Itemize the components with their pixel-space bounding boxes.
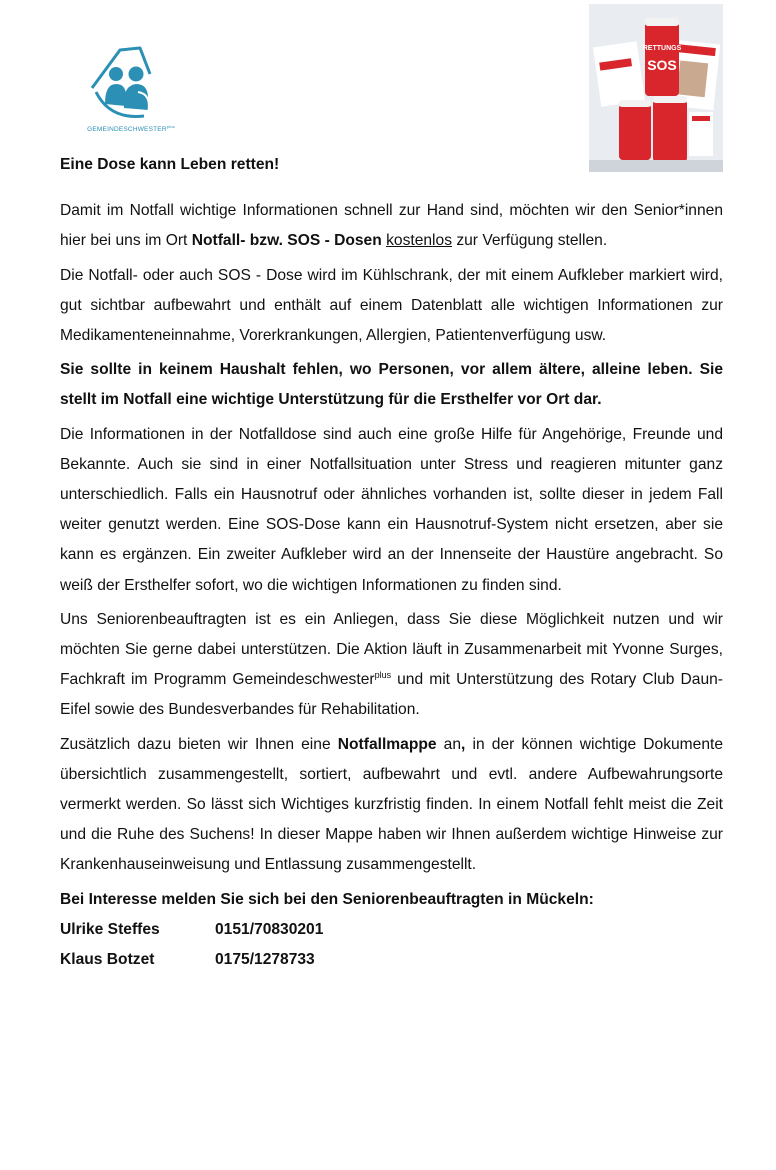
headline: Eine Dose kann Leben retten! <box>60 156 280 173</box>
family-house-icon <box>86 44 176 124</box>
contact-name: Ulrike Steffes <box>60 920 160 938</box>
logo-wordmark: $GEMEINDESCHWESTER^{plus}$ <box>87 124 175 134</box>
contact-phone: 0175/1278733 <box>215 951 315 969</box>
document-body <box>60 150 723 975</box>
contact-row <box>60 915 723 945</box>
can-label-sos: SOS <box>647 57 677 73</box>
can-label-top: RETTUNGS <box>642 45 682 52</box>
paragraph-notfallmappe: Zusätzlich dazu bieten wir Ihnen eine Notfallmappe an, in der können wichtige Dokumente übersichtlich zusammengestellt, sortiert, aufbewahrt und evtl. andere Aufbewahrungsorte vermerkt werden. So lässt sich Wichtiges kurzfristig finden. In einem Notfall fehlt meist die Zeit und die Ruhe des Suchens! In dieser Mappe haben wir Ihnen außerdem wichtige Hinweise zur Krankenhauseinweisung und Entlassung zusammengestellt. <box>60 735 724 874</box>
paragraph-intro: Damit im Notfall wichtige Informationen schnell zur Hand sind, möchten wir den Senior*innen hier bei uns im Ort Notfall- bzw. SOS - Dosen kostenlos zur Verfügung stellen. <box>60 202 723 250</box>
contact-title: Bei Interesse melden Sie sich bei den Seniorenbeauftragten in Mückeln: <box>60 890 594 908</box>
contact-name: Klaus Botzet <box>60 951 155 969</box>
paragraph-emphasis: Sie sollte in keinem Haushalt fehlen, wo Personen, vor allem ältere, alleine leben. Sie stellt im Notfall eine wichtige Unterstützung für die Ersthelfer vor Ort dar. <box>60 361 723 409</box>
contact-row <box>60 945 723 975</box>
paragraph-cooperation: Uns Seniorenbeauftragten ist es ein Anliegen, dass Sie diese Möglichkeit nutzen und wir möchten Sie gerne dabei unterstützen. Die Aktion läuft in Zusammenarbeit mit Yvonne Surges, Fachkraft im Programm Gemeindeschwester$^{plus}$ und mit Unterstützung des Rotary Club Daun-Eifel sowie des Bundesverbandes für Rehabilitation. <box>60 610 723 719</box>
paragraph-info: Die Informationen in der Notfalldose sind auch eine große Hilfe für Angehörige, Freunde und Bekannte. Auch sie sind in einer Notfallsituation unter Stress und reagieren mitunter ganz unterschiedlich. Falls ein Hausnotruf oder ähnliches vorhanden ist, sollte dieser in jedem Fall weiter genutzt werden. Eine SOS-Dose kann ein Hausnotruf-System nicht ersetzen, aber sie kann es ergänzen. Ein zweiter Aufkleber wird an der Innenseite der Haustüre angebracht. So weiß der Ersthelfer sofort, wo die wichtigen Informationen zu finden sind. <box>60 425 723 594</box>
gemeindeschwester-logo <box>86 44 176 138</box>
paragraph-description: Die Notfall- oder auch SOS - Dose wird im Kühlschrank, der mit einem Aufkleber markiert wird, gut sichtbar aufbewahrt und enthält auf einem Datenblatt alle wichtigen Informationen zur Medikamenteneinnahme, Vorerkrankungen, Allergien, Patientenverfügung usw. <box>60 266 723 345</box>
sos-dose-photo <box>589 4 723 172</box>
contact-phone: 0151/70830201 <box>215 920 324 938</box>
